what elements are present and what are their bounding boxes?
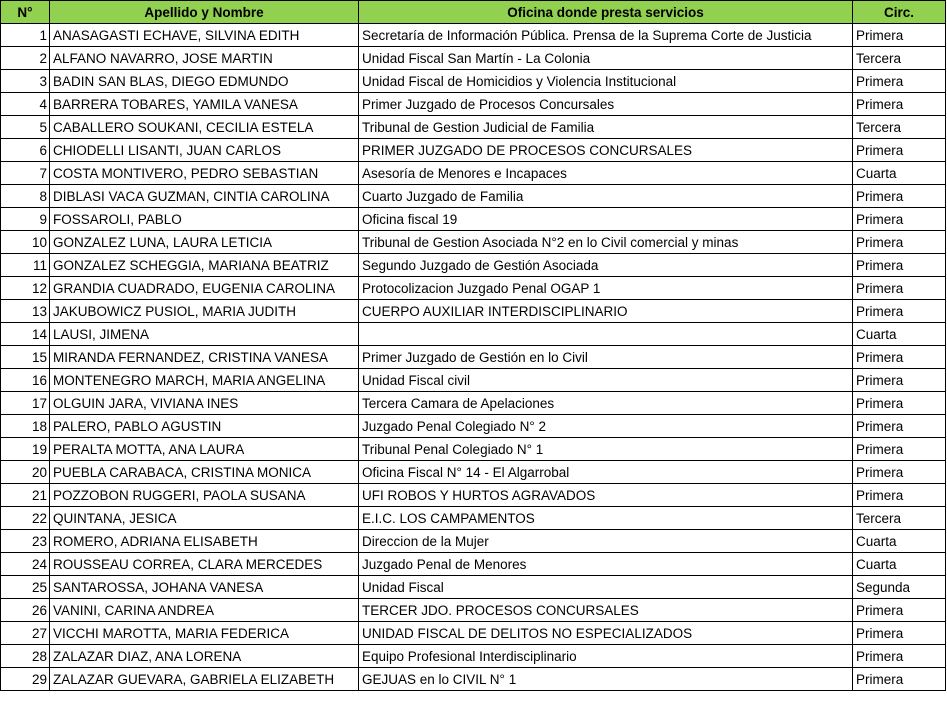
- cell-name: JAKUBOWICZ PUSIOL, MARIA JUDITH: [50, 300, 359, 323]
- cell-office: Unidad Fiscal civil: [359, 369, 853, 392]
- cell-number: 28: [1, 645, 50, 668]
- table-row: [1, 668, 946, 691]
- cell-name: ROMERO, ADRIANA ELISABETH: [50, 530, 359, 553]
- cell-number: 25: [1, 576, 50, 599]
- cell-circumscription: Primera: [853, 231, 946, 254]
- table-row: [1, 162, 946, 185]
- table-row: [1, 231, 946, 254]
- cell-circumscription: Primera: [853, 93, 946, 116]
- cell-office: Tribunal de Gestion Judicial de Familia: [359, 116, 853, 139]
- table-row: [1, 208, 946, 231]
- cell-office: Segundo Juzgado de Gestión Asociada: [359, 254, 853, 277]
- cell-name: PUEBLA CARABACA, CRISTINA MONICA: [50, 461, 359, 484]
- cell-circumscription: Cuarta: [853, 162, 946, 185]
- cell-number: 21: [1, 484, 50, 507]
- header-number: N°: [1, 1, 50, 24]
- table-row: [1, 484, 946, 507]
- cell-name: ZALAZAR DIAZ, ANA LORENA: [50, 645, 359, 668]
- cell-name: OLGUIN JARA, VIVIANA INES: [50, 392, 359, 415]
- table-row: [1, 277, 946, 300]
- cell-circumscription: Primera: [853, 622, 946, 645]
- cell-office: Equipo Profesional Interdisciplinario: [359, 645, 853, 668]
- cell-office: TERCER JDO. PROCESOS CONCURSALES: [359, 599, 853, 622]
- table-row: [1, 116, 946, 139]
- table-row: [1, 185, 946, 208]
- table-row: [1, 576, 946, 599]
- cell-office: Oficina Fiscal N° 14 - El Algarrobal: [359, 461, 853, 484]
- table-row: [1, 645, 946, 668]
- cell-name: MONTENEGRO MARCH, MARIA ANGELINA: [50, 369, 359, 392]
- cell-circumscription: Primera: [853, 369, 946, 392]
- cell-number: 18: [1, 415, 50, 438]
- cell-number: 12: [1, 277, 50, 300]
- table-row: [1, 139, 946, 162]
- cell-circumscription: Primera: [853, 392, 946, 415]
- cell-circumscription: Primera: [853, 599, 946, 622]
- table-row: [1, 300, 946, 323]
- cell-office: [359, 323, 853, 346]
- header-circumscription: Circ.: [853, 1, 946, 24]
- cell-number: 9: [1, 208, 50, 231]
- cell-name: MIRANDA FERNANDEZ, CRISTINA VANESA: [50, 346, 359, 369]
- cell-number: 16: [1, 369, 50, 392]
- header-name: Apellido y Nombre: [50, 1, 359, 24]
- cell-name: BARRERA TOBARES, YAMILA VANESA: [50, 93, 359, 116]
- cell-number: 8: [1, 185, 50, 208]
- header-row: [1, 1, 946, 24]
- cell-name: POZZOBON RUGGERI, PAOLA SUSANA: [50, 484, 359, 507]
- cell-office: Protocolizacion Juzgado Penal OGAP 1: [359, 277, 853, 300]
- cell-number: 10: [1, 231, 50, 254]
- cell-name: PERALTA MOTTA, ANA LAURA: [50, 438, 359, 461]
- cell-number: 23: [1, 530, 50, 553]
- cell-name: GONZALEZ SCHEGGIA, MARIANA BEATRIZ: [50, 254, 359, 277]
- cell-number: 17: [1, 392, 50, 415]
- cell-office: Tercera Camara de Apelaciones: [359, 392, 853, 415]
- cell-circumscription: Primera: [853, 645, 946, 668]
- cell-number: 7: [1, 162, 50, 185]
- cell-circumscription: Cuarta: [853, 553, 946, 576]
- cell-office: CUERPO AUXILIAR INTERDISCIPLINARIO: [359, 300, 853, 323]
- cell-name: GRANDIA CUADRADO, EUGENIA CAROLINA: [50, 277, 359, 300]
- table-row: [1, 392, 946, 415]
- cell-name: VICCHI MAROTTA, MARIA FEDERICA: [50, 622, 359, 645]
- cell-name: ROUSSEAU CORREA, CLARA MERCEDES: [50, 553, 359, 576]
- cell-name: BADIN SAN BLAS, DIEGO EDMUNDO: [50, 70, 359, 93]
- cell-name: PALERO, PABLO AGUSTIN: [50, 415, 359, 438]
- table-row: [1, 438, 946, 461]
- cell-number: 3: [1, 70, 50, 93]
- table-row: [1, 70, 946, 93]
- cell-name: GONZALEZ LUNA, LAURA LETICIA: [50, 231, 359, 254]
- cell-number: 2: [1, 47, 50, 70]
- cell-number: 22: [1, 507, 50, 530]
- cell-circumscription: Tercera: [853, 507, 946, 530]
- cell-office: Primer Juzgado de Procesos Concursales: [359, 93, 853, 116]
- cell-name: LAUSI, JIMENA: [50, 323, 359, 346]
- cell-name: ALFANO NAVARRO, JOSE MARTIN: [50, 47, 359, 70]
- cell-name: ZALAZAR GUEVARA, GABRIELA ELIZABETH: [50, 668, 359, 691]
- cell-number: 5: [1, 116, 50, 139]
- cell-circumscription: Primera: [853, 346, 946, 369]
- table-row: [1, 369, 946, 392]
- cell-circumscription: Primera: [853, 484, 946, 507]
- cell-number: 24: [1, 553, 50, 576]
- cell-number: 26: [1, 599, 50, 622]
- table-header: [1, 1, 946, 24]
- cell-circumscription: Primera: [853, 300, 946, 323]
- cell-circumscription: Primera: [853, 139, 946, 162]
- cell-name: SANTAROSSA, JOHANA VANESA: [50, 576, 359, 599]
- cell-circumscription: Primera: [853, 461, 946, 484]
- cell-circumscription: Primera: [853, 438, 946, 461]
- table-body: [1, 24, 946, 691]
- table-row: [1, 415, 946, 438]
- cell-office: Cuarto Juzgado de Familia: [359, 185, 853, 208]
- cell-name: CABALLERO SOUKANI, CECILIA ESTELA: [50, 116, 359, 139]
- cell-office: Asesoría de Menores e Incapaces: [359, 162, 853, 185]
- table-row: [1, 24, 946, 47]
- cell-number: 15: [1, 346, 50, 369]
- table-row: [1, 461, 946, 484]
- cell-circumscription: Primera: [853, 24, 946, 47]
- cell-office: Unidad Fiscal de Homicidios y Violencia Institucional: [359, 70, 853, 93]
- table-row: [1, 553, 946, 576]
- cell-number: 27: [1, 622, 50, 645]
- cell-name: DIBLASI VACA GUZMAN, CINTIA CAROLINA: [50, 185, 359, 208]
- cell-office: UFI ROBOS Y HURTOS AGRAVADOS: [359, 484, 853, 507]
- table-row: [1, 507, 946, 530]
- cell-circumscription: Tercera: [853, 47, 946, 70]
- cell-name: COSTA MONTIVERO, PEDRO SEBASTIAN: [50, 162, 359, 185]
- table-row: [1, 622, 946, 645]
- cell-circumscription: Cuarta: [853, 530, 946, 553]
- cell-number: 1: [1, 24, 50, 47]
- cell-office: PRIMER JUZGADO DE PROCESOS CONCURSALES: [359, 139, 853, 162]
- cell-name: CHIODELLI LISANTI, JUAN CARLOS: [50, 139, 359, 162]
- cell-name: VANINI, CARINA ANDREA: [50, 599, 359, 622]
- cell-office: Direccion de la Mujer: [359, 530, 853, 553]
- table-row: [1, 323, 946, 346]
- header-office: Oficina donde presta servicios: [359, 1, 853, 24]
- cell-name: FOSSAROLI, PABLO: [50, 208, 359, 231]
- cell-circumscription: Primera: [853, 185, 946, 208]
- table-row: [1, 599, 946, 622]
- table-row: [1, 93, 946, 116]
- cell-office: UNIDAD FISCAL DE DELITOS NO ESPECIALIZADOS: [359, 622, 853, 645]
- cell-circumscription: Cuarta: [853, 323, 946, 346]
- cell-office: Oficina fiscal 19: [359, 208, 853, 231]
- cell-name: QUINTANA, JESICA: [50, 507, 359, 530]
- cell-office: Tribunal Penal Colegiado N° 1: [359, 438, 853, 461]
- cell-circumscription: Primera: [853, 277, 946, 300]
- cell-number: 11: [1, 254, 50, 277]
- cell-number: 4: [1, 93, 50, 116]
- cell-office: Juzgado Penal Colegiado N° 2: [359, 415, 853, 438]
- cell-circumscription: Segunda: [853, 576, 946, 599]
- cell-circumscription: Primera: [853, 415, 946, 438]
- cell-office: Juzgado Penal de Menores: [359, 553, 853, 576]
- table-row: [1, 346, 946, 369]
- cell-office: E.I.C. LOS CAMPAMENTOS: [359, 507, 853, 530]
- cell-number: 20: [1, 461, 50, 484]
- cell-office: Unidad Fiscal San Martín - La Colonia: [359, 47, 853, 70]
- cell-number: 6: [1, 139, 50, 162]
- cell-circumscription: Primera: [853, 208, 946, 231]
- table-row: [1, 47, 946, 70]
- cell-number: 14: [1, 323, 50, 346]
- cell-circumscription: Primera: [853, 668, 946, 691]
- cell-circumscription: Tercera: [853, 116, 946, 139]
- cell-circumscription: Primera: [853, 70, 946, 93]
- cell-office: Tribunal de Gestion Asociada N°2 en lo Civil comercial y minas: [359, 231, 853, 254]
- cell-circumscription: Primera: [853, 254, 946, 277]
- cell-number: 13: [1, 300, 50, 323]
- cell-office: GEJUAS en lo CIVIL N° 1: [359, 668, 853, 691]
- table-row: [1, 254, 946, 277]
- cell-name: ANASAGASTI ECHAVE, SILVINA EDITH: [50, 24, 359, 47]
- cell-number: 19: [1, 438, 50, 461]
- cell-office: Secretaría de Información Pública. Prensa de la Suprema Corte de Justicia: [359, 24, 853, 47]
- cell-number: 29: [1, 668, 50, 691]
- cell-office: Primer Juzgado de Gestión en lo Civil: [359, 346, 853, 369]
- table-row: [1, 530, 946, 553]
- cell-office: Unidad Fiscal: [359, 576, 853, 599]
